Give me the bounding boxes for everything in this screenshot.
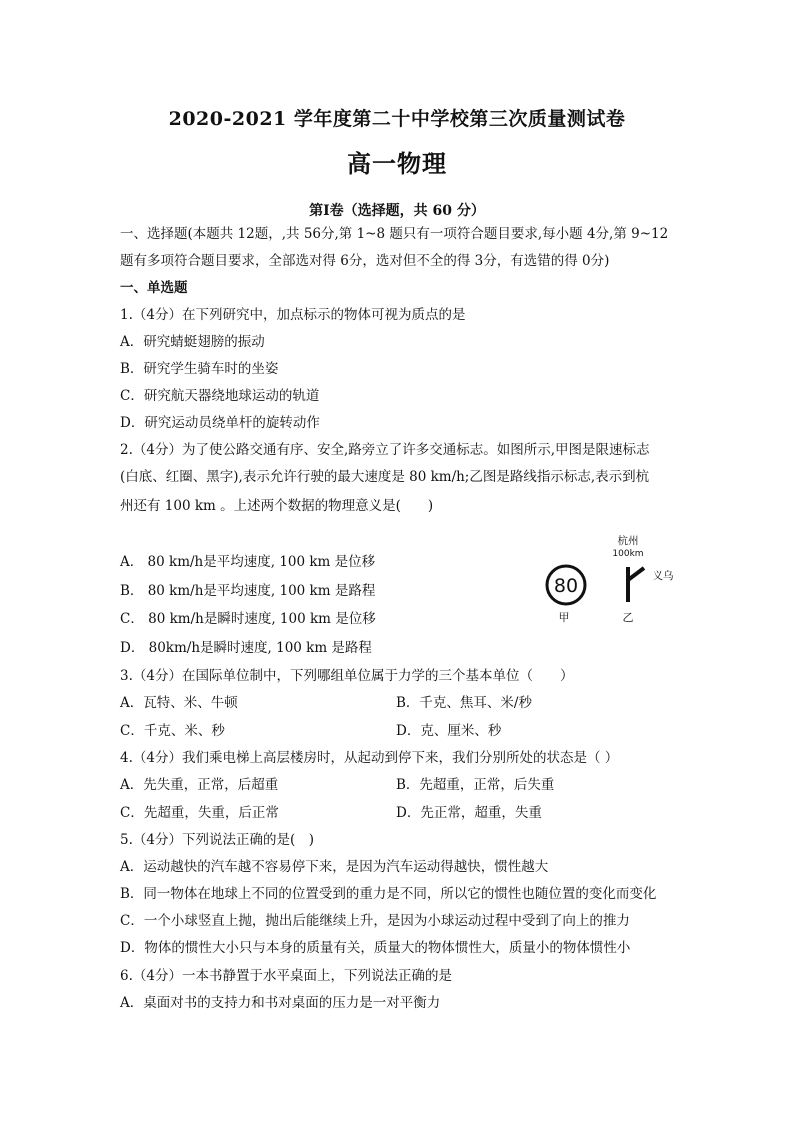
traffic-signs-figure (536, 532, 686, 632)
q1-option-d: D．研究运动员绕单杆的旋转动作 (120, 415, 320, 431)
q2-option-d: D． 80km/h是瞬时速度, 100 km 是路程 (120, 640, 372, 656)
q1-option-a: A．研究蜻蜓翅膀的振动 (120, 334, 265, 350)
q3-option-c: C．千克、米、秒 (120, 723, 225, 739)
instructions-line-1: 一、选择题(本题共 12题，,共 56分,第 1~8 题只有一项符合题目要求,每小题 4分,第 9~12 (120, 226, 669, 242)
q3-option-b: B．千克、焦耳、米/秒 (396, 695, 532, 711)
speed-limit-sign-icon (547, 566, 585, 604)
q2-option-b: B． 80 km/h是平均速度, 100 km 是路程 (120, 583, 376, 599)
q4-stem: 4.（4分）我们乘电梯上高层楼房时，从起动到停下来，我们分别所处的状态是（ ） (120, 750, 619, 766)
route-dest-distance: 100km (612, 549, 644, 559)
section-heading: 第Ⅰ卷（选择题，共 60 分） (309, 203, 485, 219)
q2-stem-line-3: 州还有 100 km 。上述两个数据的物理意义是( ) (120, 498, 434, 514)
q1-option-c: C．研究航天器绕地球运动的轨道 (120, 388, 320, 404)
sign-label-jia: 甲 (558, 611, 570, 624)
q5-option-c: C．一个小球竖直上抛，抛出后能继续上升，是因为小球运动过程中受到了向上的推力 (120, 913, 630, 929)
q6-stem: 6.（4分）一本书静置于水平桌面上，下列说法正确的是 (120, 968, 452, 984)
q2-stem-line-1: 2.（4分）为了使公路交通有序、安全,路旁立了许多交通标志。如图所示,甲图是限速标志 (120, 442, 650, 458)
instructions-line-2: 题有多项符合题目要求，全部选对得 6分，选对但不全的得 3分，有选错的得 0分) (120, 253, 610, 269)
exam-subject: 高一物理 (347, 149, 447, 178)
q6-option-a: A．桌面对书的支持力和书对桌面的压力是一对平衡力 (120, 995, 441, 1011)
speed-limit-value: 80 (553, 575, 579, 597)
route-sign-icon (628, 567, 644, 602)
sign-label-yi: 乙 (622, 611, 634, 624)
q1-option-b: B．研究学生骑车时的坐姿 (120, 361, 279, 377)
q5-option-b: B．同一物体在地球上不同的位置受到的重力是不同，所以它的惯性也随位置的变化而变化 (120, 886, 657, 902)
route-side-city: 义乌 (652, 570, 674, 582)
q4-option-b: B．先超重，正常，后失重 (396, 777, 555, 793)
route-dest-city: 杭州 (617, 535, 639, 547)
q3-stem: 3.（4分）在国际单位制中，下列哪组单位属于力学的三个基本单位（ ） (120, 668, 574, 684)
q3-option-a: A．瓦特、米、牛顿 (120, 695, 238, 711)
q2-stem-line-2: (白底、红圈、黑字),表示允许行驶的最大速度是 80 km/h;乙图是路线指示标志,表示到杭 (120, 469, 650, 485)
q2-option-a: A． 80 km/h是平均速度, 100 km 是位移 (120, 554, 376, 570)
q1-stem: 1.（4分）在下列研究中，加点标示的物体可视为质点的是 (120, 307, 466, 323)
q5-option-d: D．物体的惯性大小只与本身的质量有关，质量大的物体惯性大，质量小的物体惯性小 (120, 940, 631, 956)
q2-option-c: C． 80 km/h是瞬时速度, 100 km 是位移 (120, 611, 376, 627)
exam-title: 2020-2021 学年度第二十中学校第三次质量测试卷 (168, 108, 626, 130)
q3-option-d: D．克、厘米、秒 (396, 723, 502, 739)
q4-option-c: C．先超重，失重，后正常 (120, 805, 279, 821)
single-choice-heading: 一、单选题 (120, 280, 188, 296)
q4-option-a: A．先失重，正常，后超重 (120, 777, 279, 793)
q5-stem: 5.（4分）下列说法正确的是( ) (120, 832, 315, 848)
q5-option-a: A．运动越快的汽车越不容易停下来，是因为汽车运动得越快，惯性越大 (120, 859, 549, 875)
q4-option-d: D．先正常，超重，失重 (396, 805, 542, 821)
